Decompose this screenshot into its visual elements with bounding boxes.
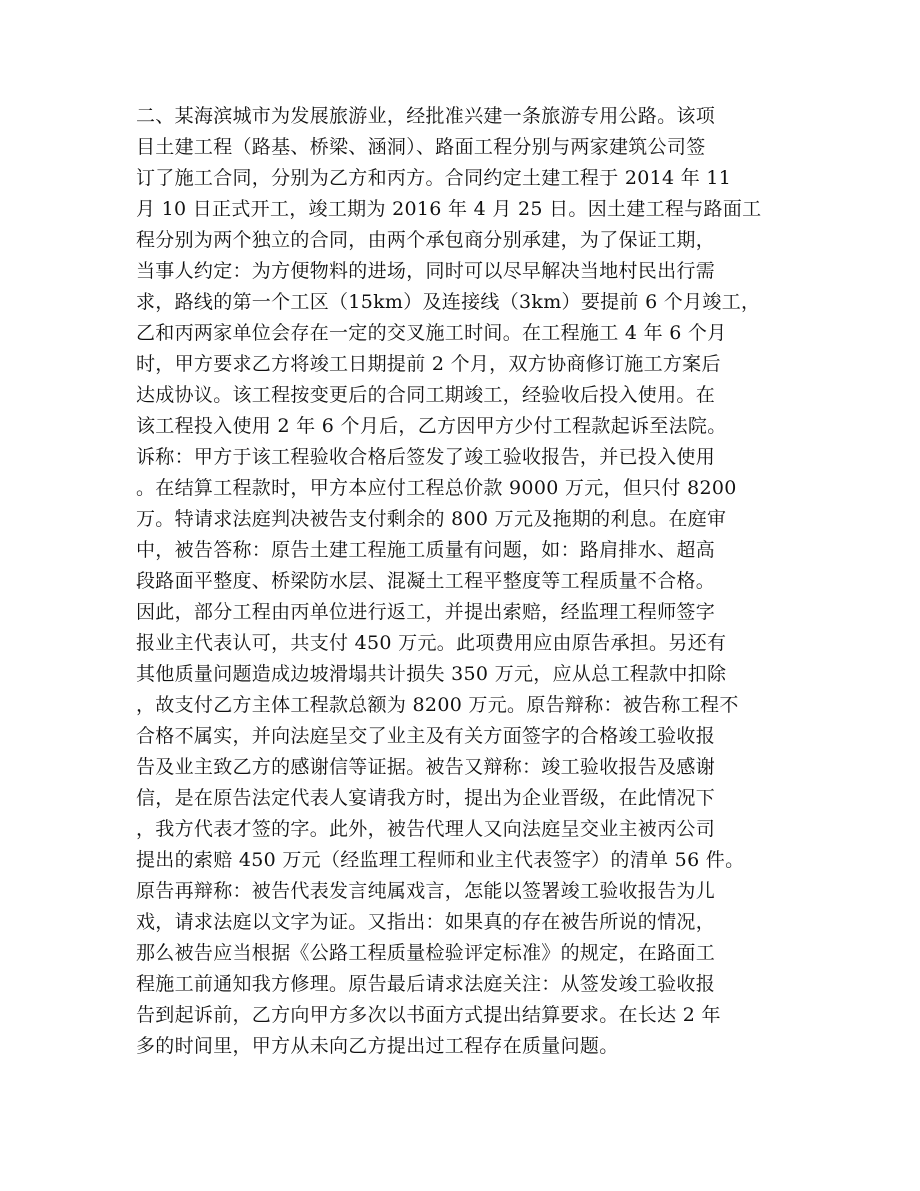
text-line: 二、某海滨城市为发展旅游业，经批准兴建一条旅游专用公路。该项 — [136, 105, 716, 127]
text-line: 达成协议。该工程按变更后的合同工期竣工，经验收后投入使用。在 — [136, 384, 716, 406]
text-line: 求，路线的第一个工区（15km）及连接线（3km）要提前 6 个月竣工， — [136, 291, 761, 313]
text-line: 段路面平整度、桥梁防水层、混凝土工程平整度等工程质量不合格。 — [136, 570, 716, 592]
text-line: 原告再辩称：被告代表发言纯属戏言，怎能以签署竣工验收报告为儿 — [136, 880, 716, 902]
text-line: 告到起诉前，乙方向甲方多次以书面方式提出结算要求。在长达 2 年 — [136, 1004, 721, 1026]
text-line: 程施工前通知我方修理。原告最后请求法庭关注：从签发竣工验收报 — [136, 973, 716, 995]
text-line: 当事人约定：为方便物料的进场，同时可以尽早解决当地村民出行需 — [136, 260, 716, 282]
text-line: ，我方代表才签的字。此外，被告代理人又向法庭呈交业主被丙公司 — [136, 818, 716, 840]
case-paragraph — [136, 101, 796, 1062]
text-line: 合格不属实，并向法庭呈交了业主及有关方面签字的合格竣工验收报 — [136, 725, 716, 747]
text-line: 戏，请求法庭以文字为证。又指出：如果真的存在被告所说的情况， — [136, 911, 716, 933]
text-line: 其他质量问题造成边坡滑塌共计损失 350 万元，应从总工程款中扣除 — [136, 663, 727, 685]
text-line: 中，被告答称：原告土建工程施工质量有问题，如：路肩排水、超高 — [136, 539, 716, 561]
text-line: 。在结算工程款时，甲方本应付工程总价款 9000 万元，但只付 8200 — [136, 477, 737, 499]
text-line: 报业主代表认可，共支付 450 万元。此项费用应由原告承担。另还有 — [136, 632, 727, 654]
text-line: 提出的索赔 450 万元（经监理工程师和业主代表签字）的清单 56 件。 — [136, 849, 745, 871]
text-line: 目土建工程（路基、桥梁、涵洞）、路面工程分别与两家建筑公司签 — [136, 136, 706, 158]
text-line: 乙和丙两家单位会存在一定的交叉施工时间。在工程施工 4 年 6 个月 — [136, 322, 727, 344]
text-line: 程分别为两个独立的合同，由两个承包商分别承建，为了保证工期， — [136, 229, 716, 251]
text-line: ，故支付乙方主体工程款总额为 8200 万元。原告辩称：被告称工程不 — [136, 694, 739, 716]
text-line: 多的时间里，甲方从未向乙方提出过工程存在质量问题。 — [136, 1035, 619, 1057]
text-line: 万。特请求法庭判决被告支付剩余的 800 万元及拖期的利息。在庭审 — [136, 508, 727, 530]
text-line: 诉称：甲方于该工程验收合格后签发了竣工验收报告，并已投入使用 — [136, 446, 716, 468]
text-line: 月 10 日正式开工，竣工期为 2016 年 4 月 25 日。因土建工程与路面工 — [136, 198, 762, 220]
text-line: 那么被告应当根据《公路工程质量检验评定标准》的规定，在路面工 — [136, 942, 716, 964]
text-line: 时，甲方要求乙方将竣工日期提前 2 个月，双方协商修订施工方案后 — [136, 353, 721, 375]
text-line: 信，是在原告法定代表人宴请我方时，提出为企业晋级，在此情况下 — [136, 787, 716, 809]
text-line: 因此，部分工程由丙单位进行返工，并提出索赔，经监理工程师签字 — [136, 601, 716, 623]
text-line: 订了施工合同，分别为乙方和丙方。合同约定土建工程于 2014 年 11 — [136, 167, 732, 189]
text-line: 该工程投入使用 2 年 6 个月后，乙方因甲方少付工程款起诉至法院。 — [136, 415, 727, 437]
text-line: 告及业主致乙方的感谢信等证据。被告又辩称：竣工验收报告及感谢 — [136, 756, 716, 778]
